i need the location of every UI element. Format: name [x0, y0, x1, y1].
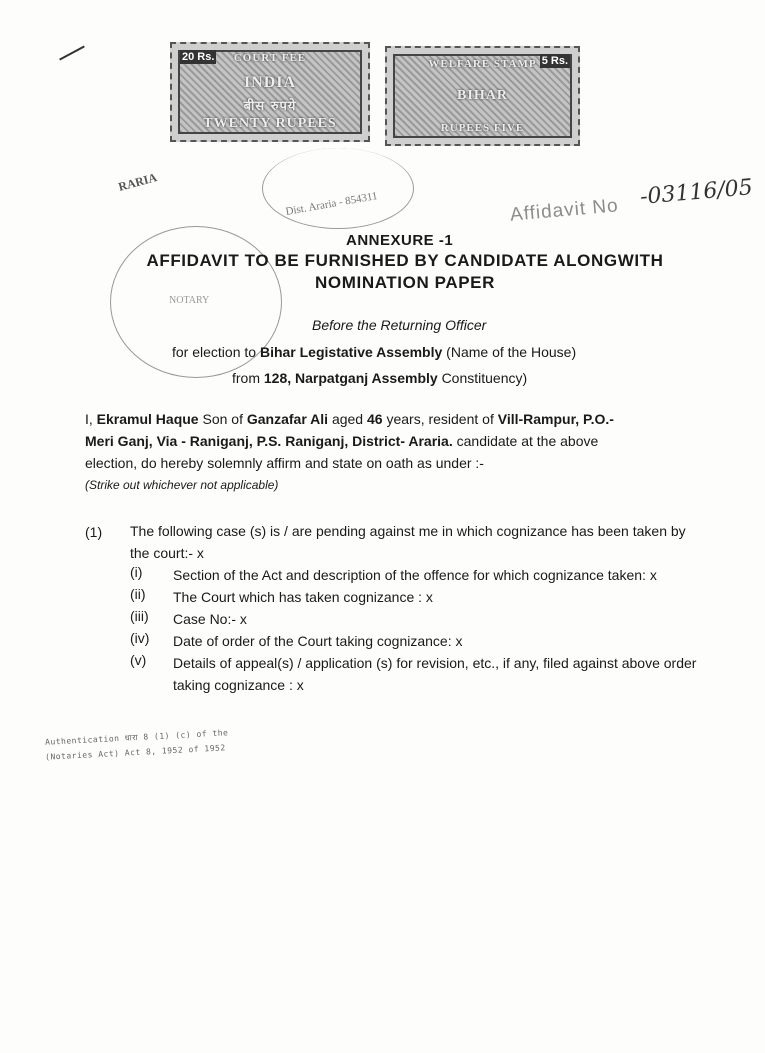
declaration-p2: Son of	[202, 411, 243, 427]
father-name: Ganzafar Ali	[246, 411, 329, 427]
welfare-heading: WELFARE STAMP	[428, 58, 537, 70]
declaration-p1: I,	[85, 411, 93, 427]
item-text: Case No:- x	[173, 611, 247, 627]
strike-out-note: (Strike out whichever not applicable)	[85, 478, 279, 492]
house-name: Bihar Legistative Assembly	[259, 344, 443, 360]
address-district: District- Araria.	[352, 433, 453, 449]
welfare-value: RUPEES FIVE	[440, 122, 525, 134]
constituency-name: 128, Narpatganj Assembly	[263, 370, 438, 386]
item-number: (iv)	[130, 630, 150, 646]
partial-seal-mark: RARIA	[116, 170, 159, 194]
constituency-line	[232, 370, 527, 386]
declaration-p4: years, resident of	[386, 411, 494, 427]
constituency-suffix: Constituency)	[441, 370, 528, 386]
candidate-name: Ekramul Haque	[96, 411, 199, 427]
court-fee-country: INDIA	[243, 74, 297, 91]
item-text: The Court which has taken cognizance : x	[173, 589, 433, 605]
affidavit-title	[100, 250, 710, 294]
section-1-number: (1)	[85, 524, 103, 540]
section-1-items	[130, 564, 730, 696]
list-item	[130, 652, 730, 674]
welfare-state: BIHAR	[457, 88, 508, 103]
court-fee-heading: COURT FEE	[233, 52, 307, 64]
section-1-line-2: the court:- x	[130, 545, 204, 561]
section-1-line-1: The following case (s) is / are pending against me in which cognizance has been taken by	[130, 523, 686, 539]
list-item	[130, 630, 730, 652]
court-fee-denomination: 20 Rs.	[182, 51, 215, 63]
from-prefix: from	[232, 370, 260, 386]
annexure-label: ANNEXURE -1	[346, 232, 454, 249]
district-seal-text: Dist. Araria - 854311	[284, 190, 379, 218]
address-part-1: Vill-Rampur, P.O.-	[497, 411, 614, 427]
item-text: Details of appeal(s) / application (s) for revision, etc., if any, filed against above order	[173, 655, 697, 671]
candidate-age: 46	[366, 411, 383, 427]
declaration-p3: aged	[331, 411, 364, 427]
affidavit-number-handwritten: -03116/05	[639, 175, 754, 210]
title-line-2: NOMINATION PAPER	[315, 273, 495, 292]
notary-seal-text: NOTARY	[169, 295, 210, 306]
list-item	[130, 564, 730, 586]
court-fee-hindi: बीस रुपये	[243, 99, 297, 114]
bottom-stamp-line-2: (Notaries Act) Act 8, 1952 of 1952	[44, 743, 226, 762]
welfare-denomination: 5 Rs.	[541, 55, 568, 67]
item-number: (v)	[130, 652, 147, 668]
declaration-paragraph	[85, 408, 725, 496]
declaration-line-3: election, do hereby solemnly affirm and state on oath as under :-	[85, 455, 484, 471]
item-text: Section of the Act and description of the offence for which cognizance taken: x	[173, 567, 657, 583]
election-prefix: for election to	[172, 344, 257, 360]
election-line	[172, 344, 576, 360]
house-suffix: (Name of the House)	[446, 344, 577, 360]
item-number: (i)	[130, 564, 143, 580]
court-fee-value: TWENTY RUPEES	[203, 116, 337, 131]
court-fee-stamp	[170, 42, 370, 142]
item-number: (ii)	[130, 586, 146, 602]
affidavit-number-label: Affidavit No	[509, 195, 620, 226]
item-number: (iii)	[130, 608, 149, 624]
district-seal	[262, 148, 414, 229]
bottom-stamp-line-1: Authentication धारा 8 (1) (c) of the	[44, 728, 229, 747]
declaration-line-2	[85, 430, 725, 452]
item-text: taking cognizance : x	[173, 677, 304, 693]
returning-officer-line: Before the Returning Officer	[312, 317, 487, 333]
section-1-text	[130, 520, 730, 564]
list-item	[130, 586, 730, 608]
declaration-line-1	[85, 408, 725, 430]
item-text: Date of order of the Court taking cognizance: x	[173, 633, 463, 649]
welfare-stamp	[385, 46, 580, 146]
list-item	[130, 608, 730, 630]
title-line-1: AFFIDAVIT TO BE FURNISHED BY CANDIDATE ALONGWITH	[146, 251, 664, 270]
address-part-2: Meri Ganj, Via - Raniganj, P.S. Raniganj,	[85, 433, 349, 449]
declaration-p5: candidate at the above	[456, 433, 599, 449]
list-item-continuation	[130, 674, 730, 696]
pen-mark	[59, 46, 85, 61]
